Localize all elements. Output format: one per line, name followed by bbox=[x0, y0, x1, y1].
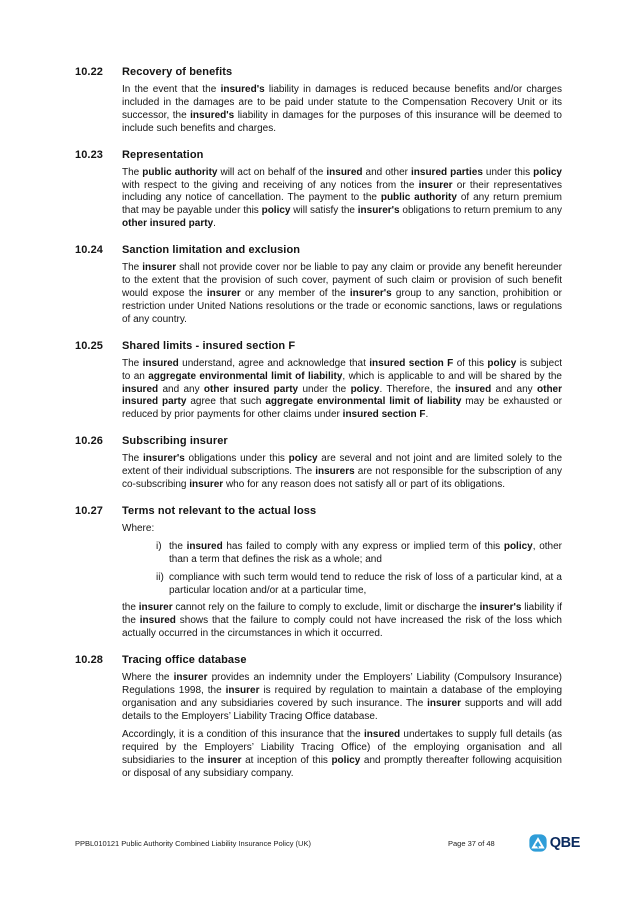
list-item bbox=[122, 541, 562, 567]
page-footer bbox=[75, 834, 580, 852]
section-heading bbox=[75, 340, 562, 353]
section-10-24 bbox=[75, 244, 562, 327]
document-reference: PPBL010121 Public Authority Combined Liability Insurance Policy (UK) bbox=[75, 838, 311, 848]
list-item-text: the insured has failed to comply with any express or implied term of this policy, other than a term that defines the risk as a whole; and bbox=[169, 540, 562, 565]
section-title: Representation bbox=[122, 148, 204, 161]
section-10-22 bbox=[75, 66, 562, 136]
section-number: 10.27 bbox=[75, 504, 104, 517]
section-number: 10.28 bbox=[75, 654, 104, 667]
paragraph: The insurer shall not provide cover nor be liable to pay any claim or provide any benefit hereunder to the extent that the provision of such cover, payment of such claim or provision of such benefit would expose the insurer or any member of the insurer's group to any sanction, prohibition or restriction under United Nations resolutions or the trade or economic sanctions, laws or regulations of any country. bbox=[122, 262, 562, 325]
list-item-text: compliance with such term would tend to reduce the risk of loss of a particular kind, at a particular location and/or at a particular time, bbox=[169, 571, 562, 596]
section-number: 10.22 bbox=[75, 66, 104, 78]
qbe-logo-text: QBE bbox=[549, 835, 580, 851]
section-heading bbox=[75, 149, 562, 162]
section-title: Tracing office database bbox=[122, 654, 247, 667]
section-heading bbox=[75, 505, 562, 518]
section-number: 10.24 bbox=[75, 244, 104, 257]
section-10-26 bbox=[75, 435, 562, 492]
list-item bbox=[122, 572, 562, 598]
section-heading bbox=[75, 66, 562, 79]
section-10-28 bbox=[75, 654, 562, 780]
paragraph: In the event that the insured's liability in damages is reduced because benefits and/or charges included in the damages are to be paid under statute to the Compensation Recovery Unit or its successor, the insured's liability in damages for the purposes of this insurance will be deemed to include such benefits and charges. bbox=[122, 84, 562, 134]
paragraph: The insurer's obligations under this policy are several and not joint and are limited solely to the extent of their individual subscriptions. The insurers are not responsible for the subscription of any co-subscribing insurer who for any reason does not satisfy all or part of its obligations. bbox=[122, 453, 562, 491]
qbe-logo bbox=[529, 834, 580, 852]
section-title: Shared limits - insured section F bbox=[122, 339, 296, 352]
section-number: 10.23 bbox=[75, 148, 104, 161]
section-heading bbox=[75, 435, 562, 448]
section-heading bbox=[75, 654, 562, 667]
section-number: 10.25 bbox=[75, 339, 104, 352]
qbe-logo-icon bbox=[529, 834, 547, 852]
section-title: Terms not relevant to the actual loss bbox=[122, 504, 317, 517]
page-number: Page 37 of 48 bbox=[448, 838, 495, 848]
section-heading bbox=[75, 244, 562, 257]
section-10-27 bbox=[75, 505, 562, 641]
paragraph: Where the insurer provides an indemnity under the Employers’ Liability (Compulsory Insurance) Regulations 1998, the insurer is required by regulation to maintain a database of the employing organisation and any subsidiaries covered by such insurance. The insurer supports and will add details to the Employers’ Liability Tracing Office database. bbox=[122, 672, 563, 722]
paragraph: The public authority will act on behalf of the insured and other insured parties under this policy with respect to the giving and receiving of any notices from the insurer or their representatives including any notice of cancellation. The payment to the public authority of any return premium that may be payable under this policy will satisfy the insurer's obligations to return premium to any other insured party. bbox=[122, 166, 562, 230]
policy-content bbox=[75, 66, 562, 793]
section-title: Sanction limitation and exclusion bbox=[122, 244, 301, 257]
section-10-25 bbox=[75, 340, 562, 423]
section-10-23 bbox=[75, 149, 562, 232]
list-marker: i) bbox=[156, 540, 162, 552]
section-title: Subscribing insurer bbox=[122, 435, 228, 448]
paragraph-intro: Where: bbox=[122, 522, 155, 534]
section-title: Recovery of benefits bbox=[122, 66, 233, 78]
list-marker: ii) bbox=[156, 571, 164, 583]
paragraph: Accordingly, it is a condition of this insurance that the insured undertakes to supply full details (as required by the Employers’ Liability Tracing Office) of the employing organisation and all subsidiaries to the insurer at inception of this policy and promptly thereafter following acquisition or disposal of any subsidiary company. bbox=[122, 728, 562, 779]
paragraph: The insured understand, agree and acknowledge that insured section F of this policy is subject to an aggregate environmental limit of liability, which is applicable to and will be shared by the insured and any other insured party under the policy. Therefore, the insured and any other insured party agree that such aggregate environmental limit of liability may be exhausted or reduced by prior payments for other claims under insured section F. bbox=[122, 357, 562, 421]
paragraph-closing: the insurer cannot rely on the failure to comply to exclude, limit or discharge the insurer's liability if the insured shows that the failure to comply could not have increased the risk of the loss which actually occurred in the circumstances in which it occurred. bbox=[122, 602, 562, 640]
section-number: 10.26 bbox=[75, 435, 104, 448]
